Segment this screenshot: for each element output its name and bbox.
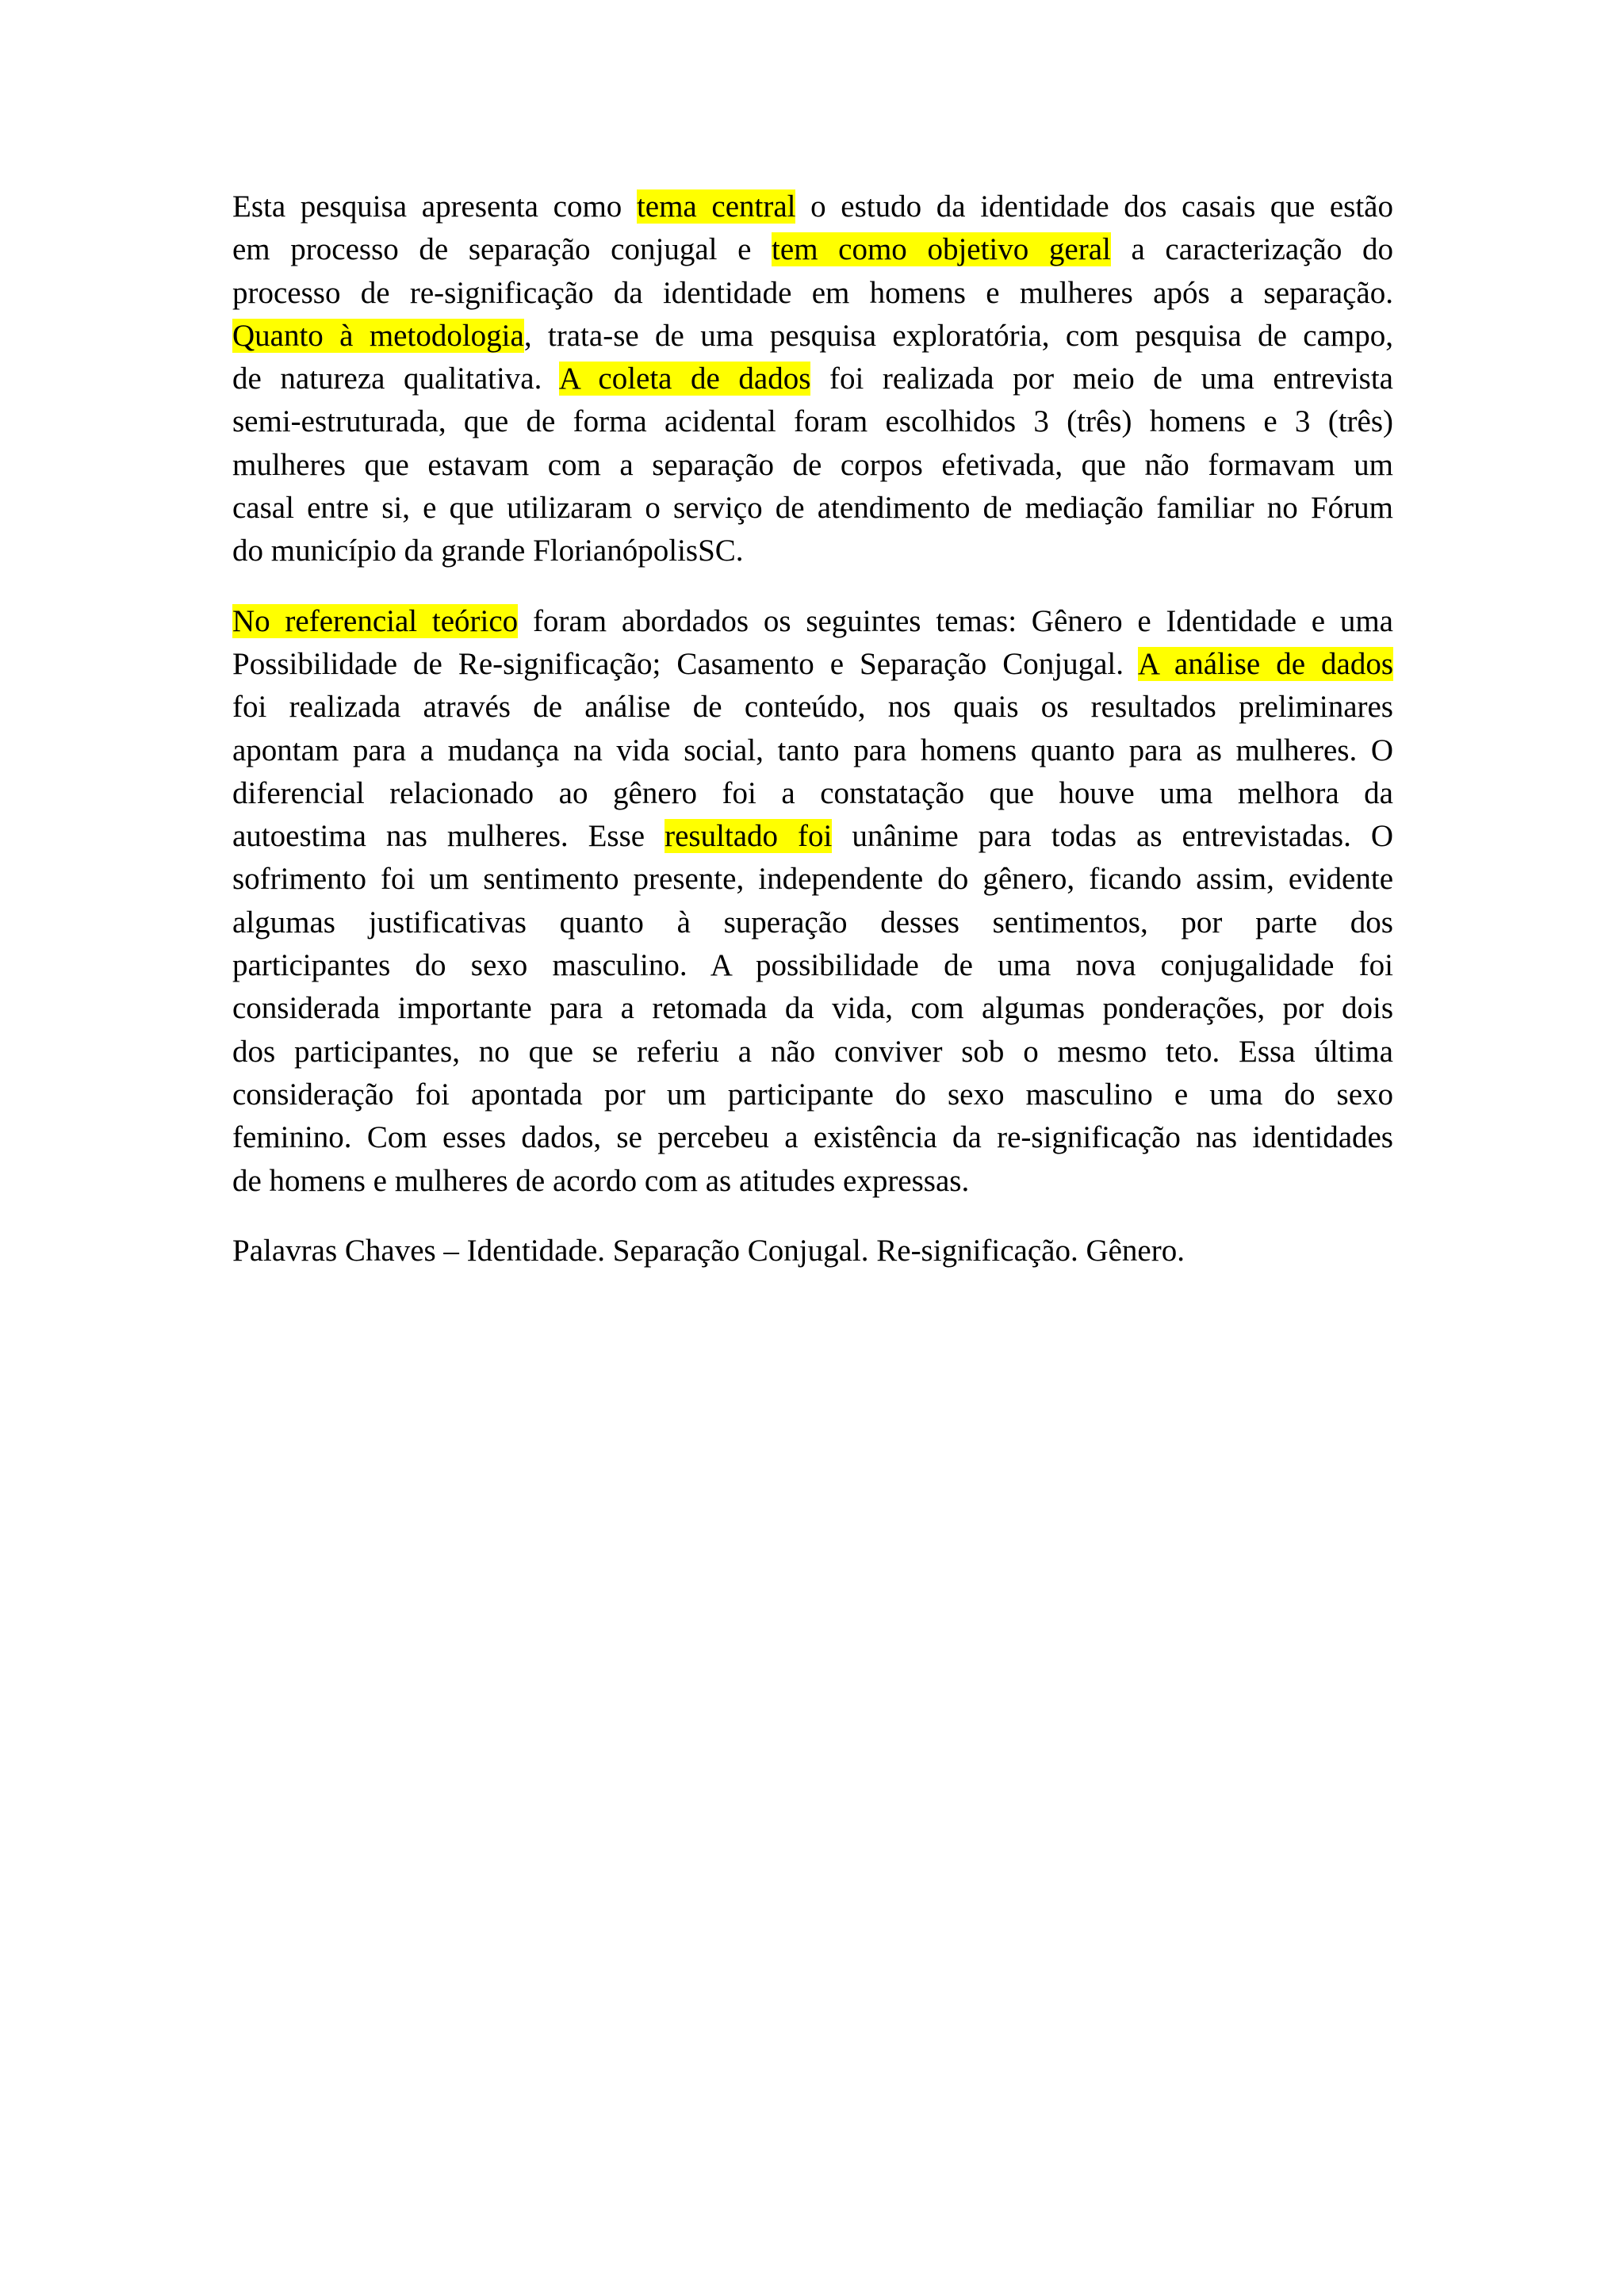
text-segment: sofrimento foi um sentimento presente, independente do gênero, ficando assim, evidente xyxy=(232,862,1393,897)
text-line xyxy=(232,858,1393,901)
text-segment: algumas justificativas quanto à superação desses sentimentos, por parte dos xyxy=(232,905,1393,939)
text-segment: Possibilidade de Re-significação; Casamento e Separação Conjugal. xyxy=(232,646,1138,681)
keywords-line: Palavras Chaves – Identidade. Separação Conjugal. Re-significação. Gênero. xyxy=(232,1233,1185,1268)
text-line xyxy=(232,1116,1393,1159)
text-line xyxy=(232,987,1393,1030)
highlighted-phrase: No referencial teórico xyxy=(232,603,519,638)
text-line xyxy=(232,1031,1393,1073)
text-segment: do município da grande FlorianópolisSC. xyxy=(232,534,744,568)
text-segment: dos participantes, no que se referiu a não conviver sob o mesmo teto. Essa última xyxy=(232,1034,1393,1069)
text-segment: diferencial relacionado ao gênero foi a constatação que houve uma melhora da xyxy=(232,775,1393,810)
text-line xyxy=(232,944,1393,987)
text-line xyxy=(232,400,1393,443)
text-line xyxy=(232,358,1393,400)
text-segment: de homens e mulheres de acordo com as atitudes expressas. xyxy=(232,1163,970,1198)
text-line xyxy=(232,600,1393,643)
text-line xyxy=(232,901,1393,944)
document-content xyxy=(232,186,1393,1272)
text-segment: autoestima nas mulheres. Esse xyxy=(232,819,665,854)
text-segment: , trata-se de uma pesquisa exploratória, com pesquisa de campo, xyxy=(523,318,1393,353)
highlighted-phrase: tem como objetivo geral xyxy=(772,232,1111,267)
text-segment: unânime para todas as entrevistadas. O xyxy=(832,819,1393,854)
text-line xyxy=(232,444,1393,487)
text-segment: a caracterização do xyxy=(1110,232,1393,267)
text-segment: feminino. Com esses dados, se percebeu a existência da re-significação nas identidades xyxy=(232,1120,1393,1155)
highlighted-phrase: resultado foi xyxy=(665,819,833,854)
text-line xyxy=(232,186,1393,228)
text-segment: mulheres que estavam com a separação de corpos efetivada, que não formavam um xyxy=(232,447,1393,482)
text-segment: o estudo da identidade dos casais que estão xyxy=(795,189,1393,224)
paragraph-gap xyxy=(232,1203,1393,1230)
text-line xyxy=(232,228,1393,271)
text-line xyxy=(232,315,1393,358)
highlighted-phrase: tema central xyxy=(636,189,796,224)
text-segment: considerada importante para a retomada da vida, com algumas ponderações, por dois xyxy=(232,991,1393,1026)
text-segment: apontam para a mudança na vida social, tanto para homens quanto para as mulheres. O xyxy=(232,733,1393,767)
abstract-paragraph-1 xyxy=(232,186,1393,573)
text-line xyxy=(232,815,1393,858)
text-line xyxy=(232,272,1393,315)
paragraph-gap xyxy=(232,573,1393,600)
text-segment: casal entre si, e que utilizaram o serviço de atendimento de mediação familiar no Fórum xyxy=(232,491,1393,526)
text-line xyxy=(232,686,1393,729)
text-line xyxy=(232,643,1393,686)
text-line xyxy=(232,487,1393,530)
text-segment: processo de re-significação da identidade em homens e mulheres após a separação. xyxy=(232,275,1393,310)
text-segment: semi-estruturada, que de forma acidental foram escolhidos 3 (três) homens e 3 (três) xyxy=(232,404,1393,439)
abstract-paragraph-2 xyxy=(232,600,1393,1203)
highlighted-phrase: A coleta de dados xyxy=(558,362,811,396)
highlighted-phrase: A análise de dados xyxy=(1137,646,1393,681)
text-segment: participantes do sexo masculino. A possibilidade de uma nova conjugalidade foi xyxy=(232,948,1393,983)
text-line xyxy=(232,1160,1393,1203)
text-segment: de natureza qualitativa. xyxy=(232,362,559,396)
text-segment: foram abordados os seguintes temas: Gênero e Identidade e uma xyxy=(518,603,1393,638)
text-line xyxy=(232,530,1393,572)
text-segment: em processo de separação conjugal e xyxy=(232,232,772,267)
text-segment: consideração foi apontada por um participante do sexo masculino e uma do sexo xyxy=(232,1077,1393,1112)
text-line xyxy=(232,772,1393,815)
text-segment: foi realizada por meio de uma entrevista xyxy=(810,362,1393,396)
text-line xyxy=(232,1073,1393,1116)
text-segment: Esta pesquisa apresenta como xyxy=(232,189,637,224)
text-line xyxy=(232,729,1393,772)
text-segment: foi realizada através de análise de conteúdo, nos quais os resultados preliminares xyxy=(232,690,1393,725)
highlighted-phrase: Quanto à metodologia xyxy=(232,318,524,353)
